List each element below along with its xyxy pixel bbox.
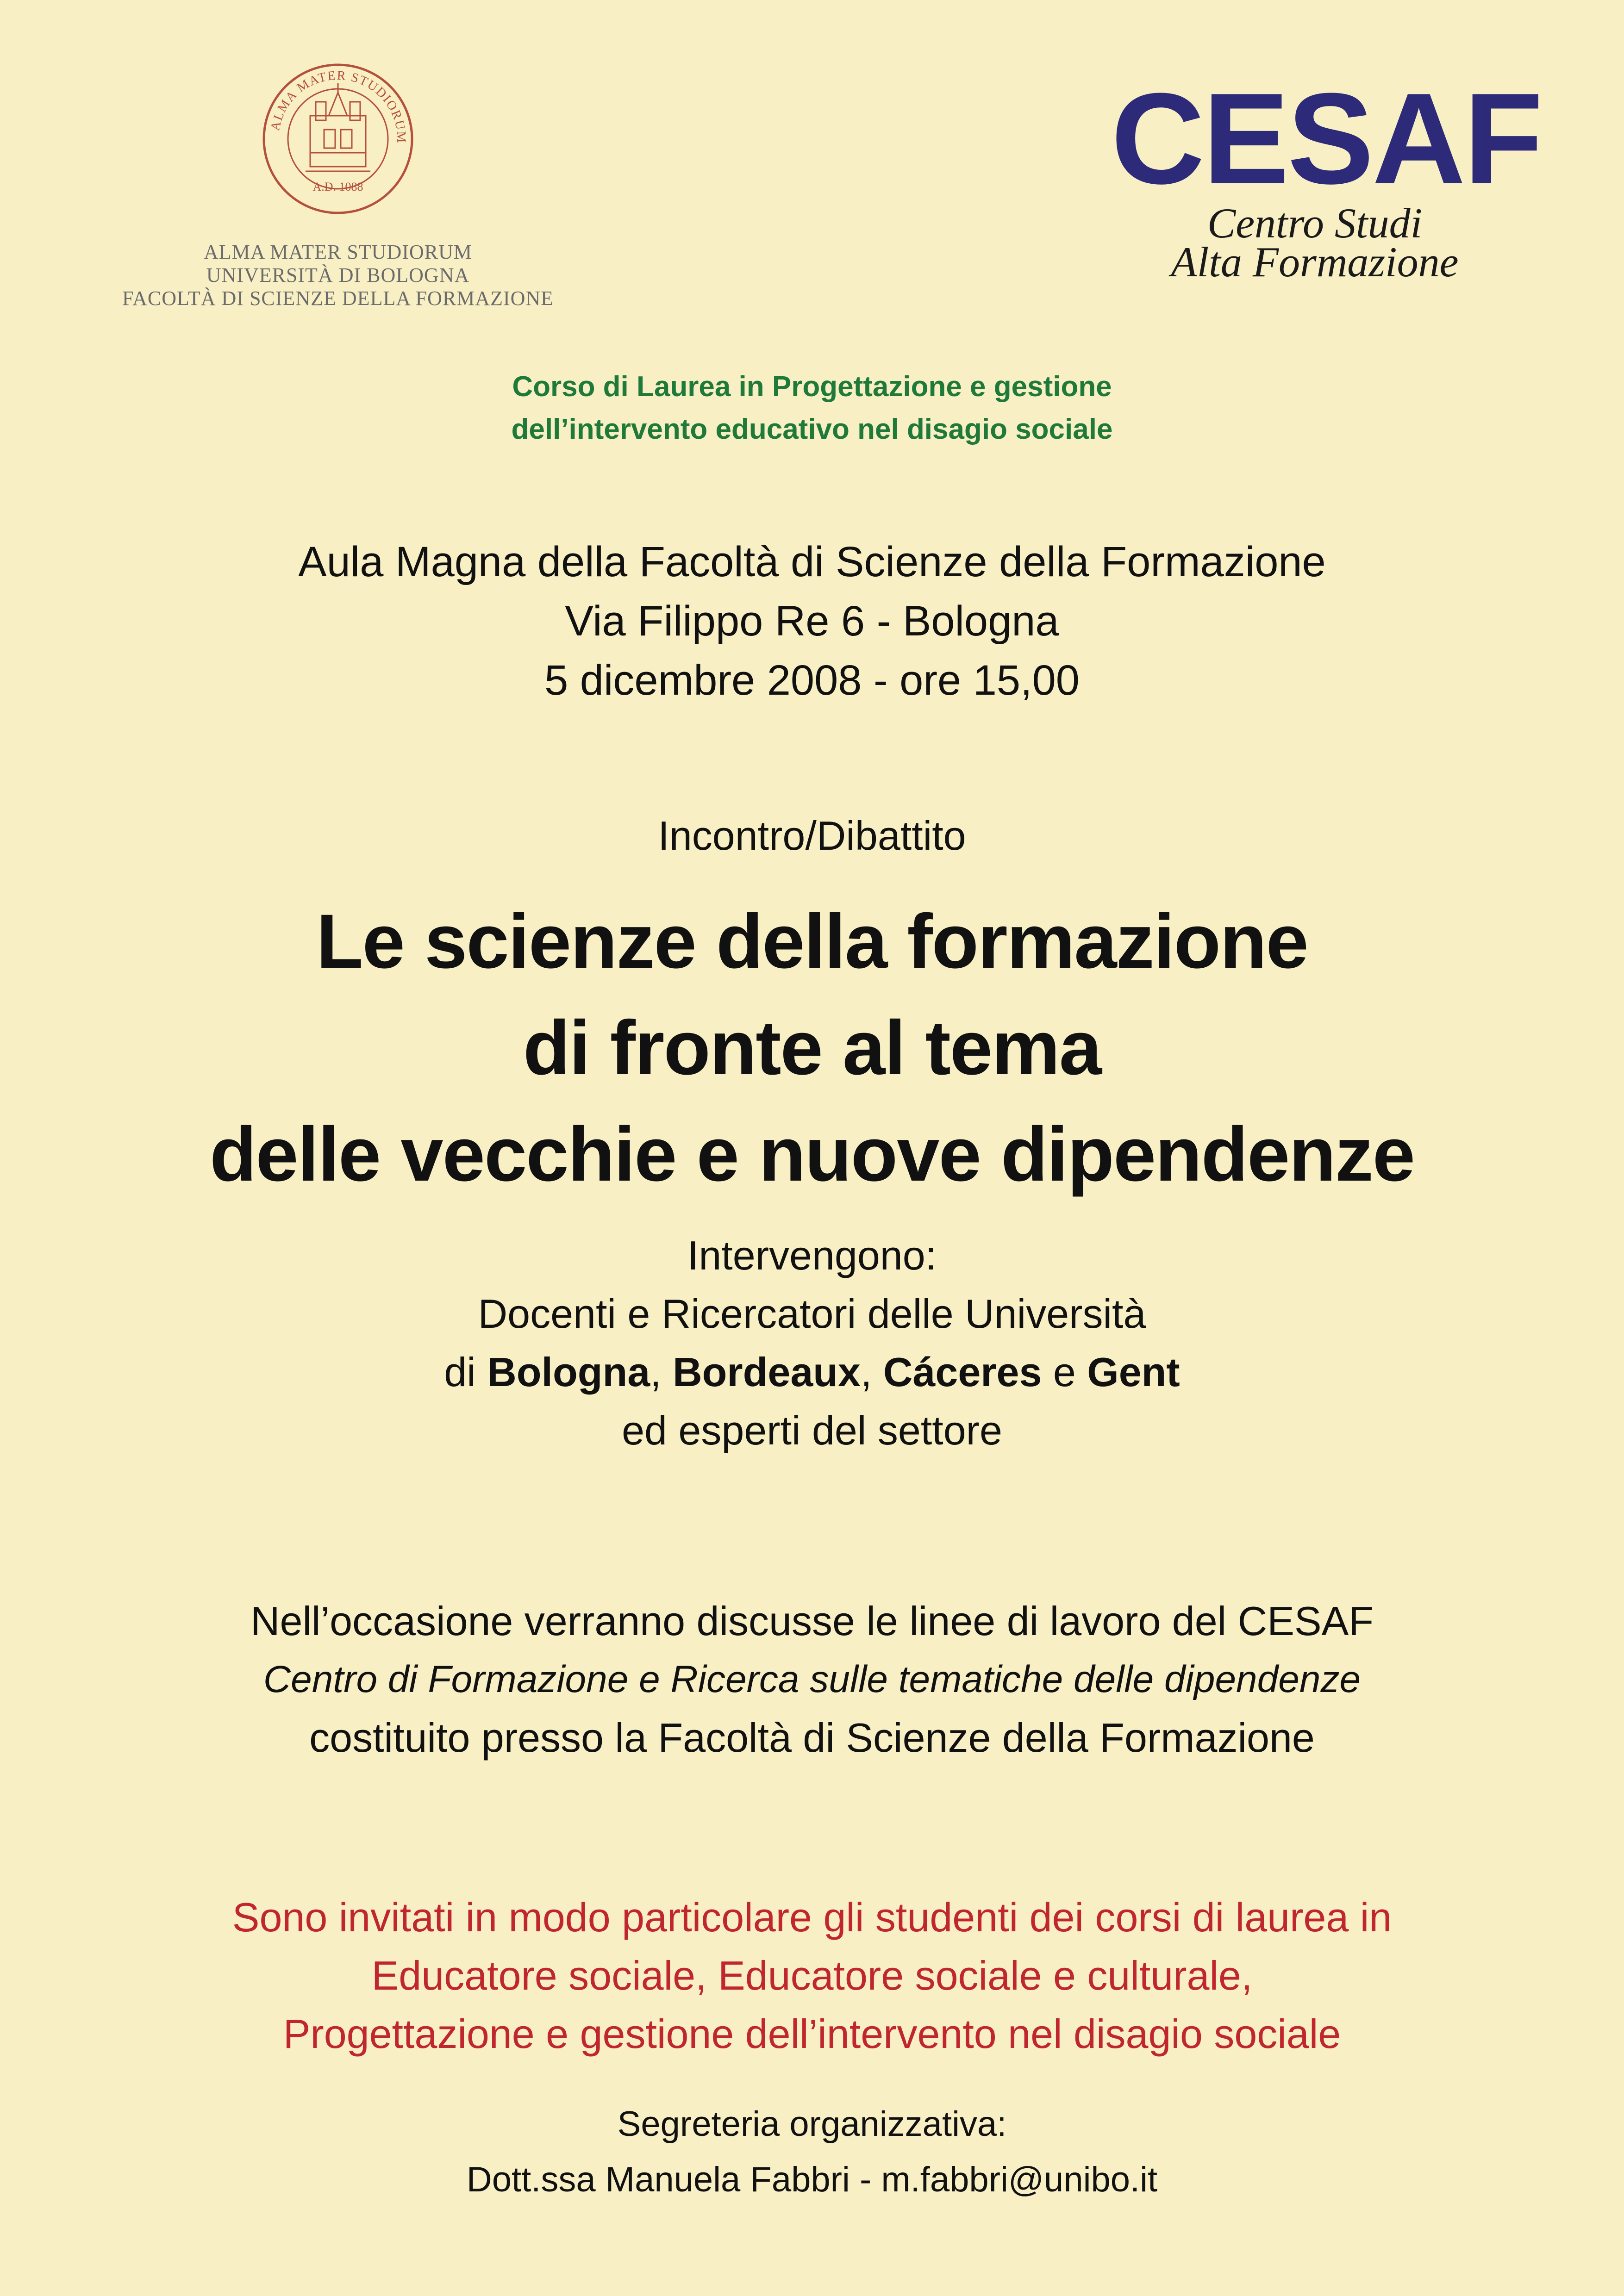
cities-prefix: di	[444, 1349, 487, 1395]
course-line-2: dell’intervento educativo nel disagio sociale	[511, 413, 1113, 445]
university-line-1: ALMA MATER STUDIORUM	[204, 241, 472, 263]
course-block	[0, 366, 1624, 451]
speakers-heading: Intervengono:	[687, 1232, 937, 1278]
svg-text:ALMA MATER STUDIORUM: ALMA MATER STUDIORUM	[268, 68, 409, 144]
city-caceres: Cáceres	[883, 1349, 1042, 1395]
event-type: Incontro/Dibattito	[658, 813, 966, 859]
speakers-block	[0, 1226, 1624, 1460]
speakers-line-3: ed esperti del settore	[622, 1407, 1002, 1453]
secretary-block	[0, 2097, 1624, 2208]
event-title-line-1: Le scienze della formazione	[316, 899, 1308, 984]
invite-line-3: Progettazione e gestione dell’intervento nel disagio sociale	[283, 2011, 1341, 2057]
secretary-contact: Dott.ssa Manuela Fabbri - m.fabbri@unibo.it	[466, 2160, 1158, 2199]
event-title	[0, 889, 1624, 1208]
university-name-block	[93, 241, 583, 310]
venue-date: 5 dicembre 2008 - ore 15,00	[544, 657, 1080, 704]
venue-block	[0, 532, 1624, 710]
university-seal-logo	[259, 60, 417, 218]
cesaf-subtitle-1: Centro Studi	[1207, 199, 1423, 247]
invite-line-2: Educatore sociale, Educatore sociale e culturale,	[371, 1953, 1253, 1998]
occasion-line-1: Nell’occasione verranno discusse le linee di lavoro del CESAF	[250, 1598, 1374, 1644]
occasion-line-3: costituito presso la Facoltà di Scienze della Formazione	[309, 1715, 1315, 1761]
university-line-3: FACOLTÀ DI SCIENZE DELLA FORMAZIONE	[122, 287, 554, 310]
university-line-2: UNIVERSITÀ DI BOLOGNA	[206, 264, 470, 286]
speakers-line-1: Docenti e Ricercatori delle Università	[478, 1291, 1146, 1337]
cesaf-title: CESAF	[1111, 67, 1541, 211]
invite-line-1: Sono invitati in modo particolare gli studenti dei corsi di laurea in	[232, 1894, 1392, 1940]
svg-text:A.D. 1088: A.D. 1088	[312, 180, 363, 193]
cesaf-subtitle-2: Alta Formazione	[1171, 238, 1459, 286]
cities-sep-3: e	[1042, 1349, 1087, 1395]
city-bordeaux: Bordeaux	[673, 1349, 861, 1395]
event-title-line-3: delle vecchie e nuove dipendenze	[209, 1112, 1415, 1197]
venue-line-1: Aula Magna della Facoltà di Scienze della Formazione	[298, 538, 1326, 585]
occasion-block	[0, 1592, 1624, 1767]
city-gent: Gent	[1087, 1349, 1180, 1395]
venue-line-2: Via Filippo Re 6 - Bologna	[565, 597, 1059, 645]
course-line-1: Corso di Laurea in Progettazione e gestione	[512, 371, 1112, 403]
city-bologna: Bologna	[487, 1349, 650, 1395]
occasion-line-2: Centro di Formazione e Ricerca sulle tematiche delle dipendenze	[263, 1658, 1361, 1700]
speakers-cities	[0, 1343, 1624, 1401]
cities-sep-1: ,	[650, 1349, 673, 1395]
cesaf-logo	[1111, 67, 1541, 286]
cities-sep-2: ,	[861, 1349, 883, 1395]
secretary-heading: Segreteria organizzativa:	[617, 2104, 1007, 2144]
invite-block	[0, 1888, 1624, 2063]
event-title-line-2: di fronte al tema	[523, 1005, 1101, 1091]
